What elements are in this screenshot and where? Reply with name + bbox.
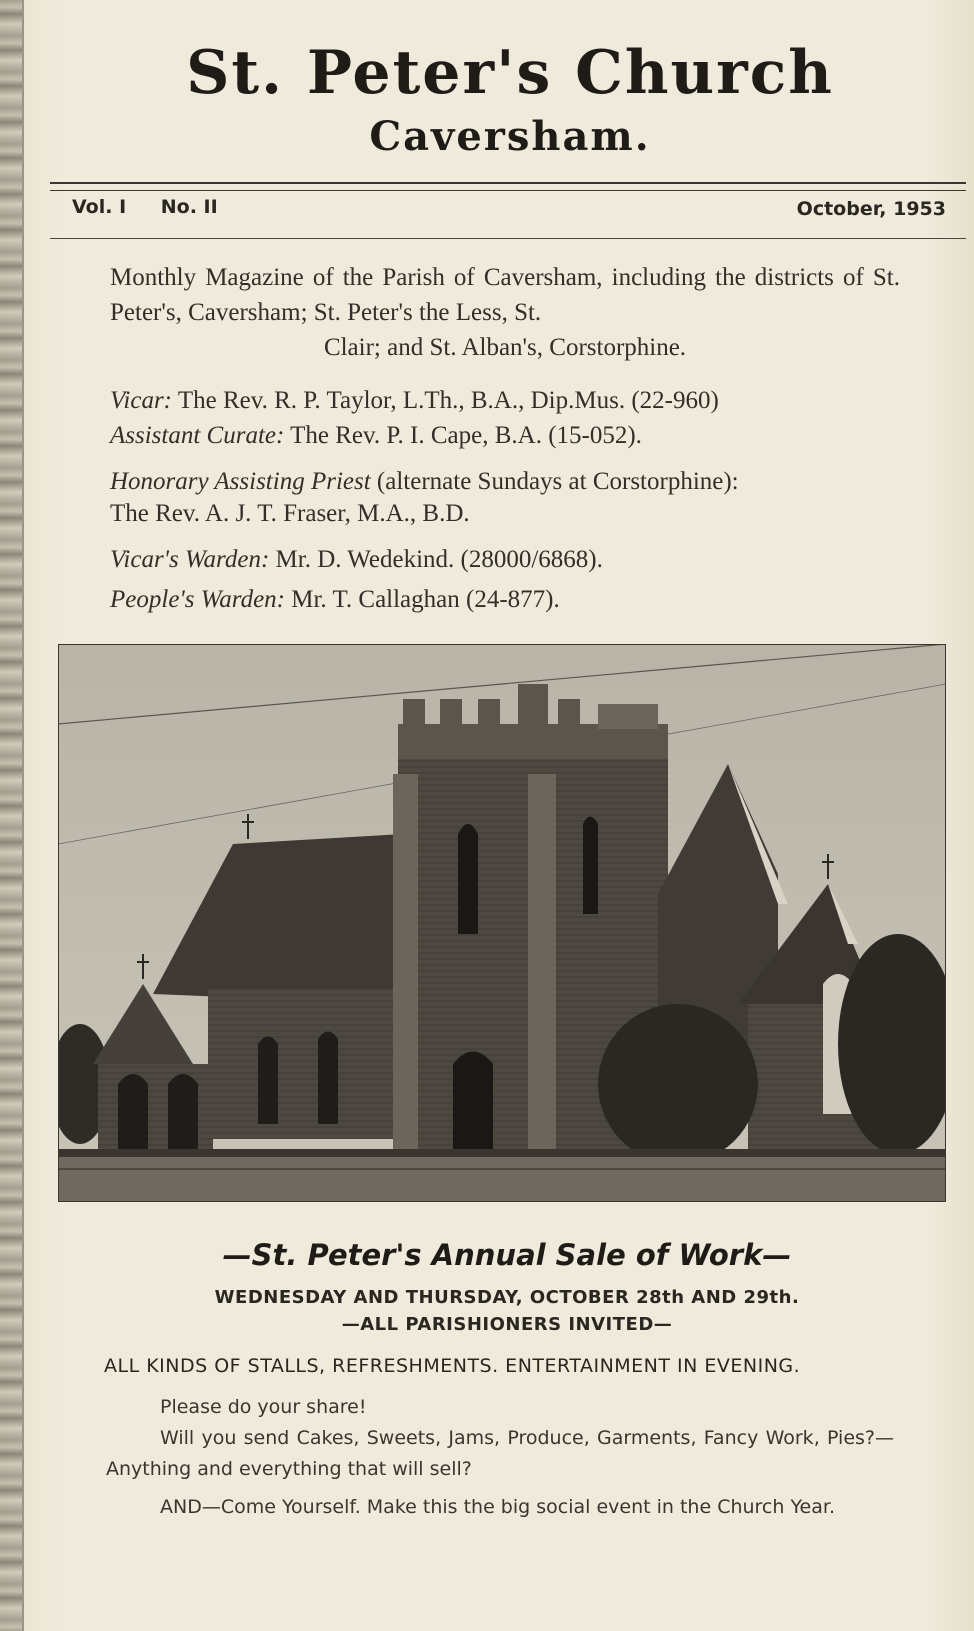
issue-date: October, 1953 (796, 198, 946, 220)
sale-stalls: ALL KINDS OF STALLS, REFRESHMENTS. ENTERTAINMENT IN EVENING. (104, 1355, 801, 1377)
staff-detail: (alternate Sundays at Corstorphine): (376, 468, 739, 495)
church-photograph (58, 644, 946, 1202)
staff-peoples-warden (110, 584, 910, 616)
come-text: AND—Come Yourself. Make this the big social event in the Church Year. (160, 1496, 835, 1518)
issue-rule (50, 238, 966, 239)
sale-invite: —ALL PARISHIONERS INVITED— (341, 1314, 673, 1335)
volume-number: Vol. I (72, 196, 127, 218)
intro-line-1: Monthly Magazine of the Parish of Caversham, including the districts of St. Peter's, Caversham; St. Peter's the Less, St. (110, 264, 900, 326)
share-line (106, 1392, 894, 1423)
intro-line-2: Clair; and St. Alban's, Corstorphine. (323, 334, 687, 361)
staff-curate (110, 420, 910, 452)
binding-spine (0, 0, 22, 1631)
staff-honorary-priest (110, 466, 910, 530)
staff-role: Assistant Curate: (110, 422, 285, 449)
binding-edge (22, 0, 24, 1631)
staff-vicar (110, 385, 910, 417)
staff-detail-2: The Rev. A. J. T. Fraser, M.A., B.D. (110, 500, 470, 527)
staff-detail: The Rev. R. P. Taylor, L.Th., B.A., Dip.Mus. (22-960) (177, 387, 719, 414)
top-double-rule (50, 182, 966, 191)
staff-role: Vicar: (110, 387, 173, 414)
staff-role: People's Warden: (110, 586, 285, 613)
staff-detail: Mr. D. Wedekind. (28000/6868). (275, 546, 603, 573)
come-paragraph (106, 1492, 894, 1523)
sale-title: —St. Peter's Annual Sale of Work— (222, 1238, 792, 1272)
issue-line (50, 196, 966, 226)
send-paragraph (106, 1423, 894, 1485)
intro-paragraph (110, 260, 900, 365)
masthead-subtitle: Caversham. (369, 113, 651, 160)
staff-vicars-warden (110, 544, 910, 576)
send-text: Will you send Cakes, Sweets, Jams, Produce, Garments, Fancy Work, Pies?—Anything and everything that will sell? (106, 1427, 894, 1480)
staff-detail: The Rev. P. I. Cape, B.A. (15-052). (290, 422, 642, 449)
staff-role: Honorary Assisting Priest (110, 468, 371, 495)
masthead-title: St. Peter's Church (186, 38, 834, 108)
staff-role: Vicar's Warden: (110, 546, 270, 573)
issue-number: No. II (160, 196, 218, 218)
share-text: Please do your share! (160, 1396, 367, 1418)
staff-detail: Mr. T. Callaghan (24-877). (291, 586, 560, 613)
sale-dates: WEDNESDAY AND THURSDAY, OCTOBER 28th AND 29th. (214, 1287, 800, 1308)
